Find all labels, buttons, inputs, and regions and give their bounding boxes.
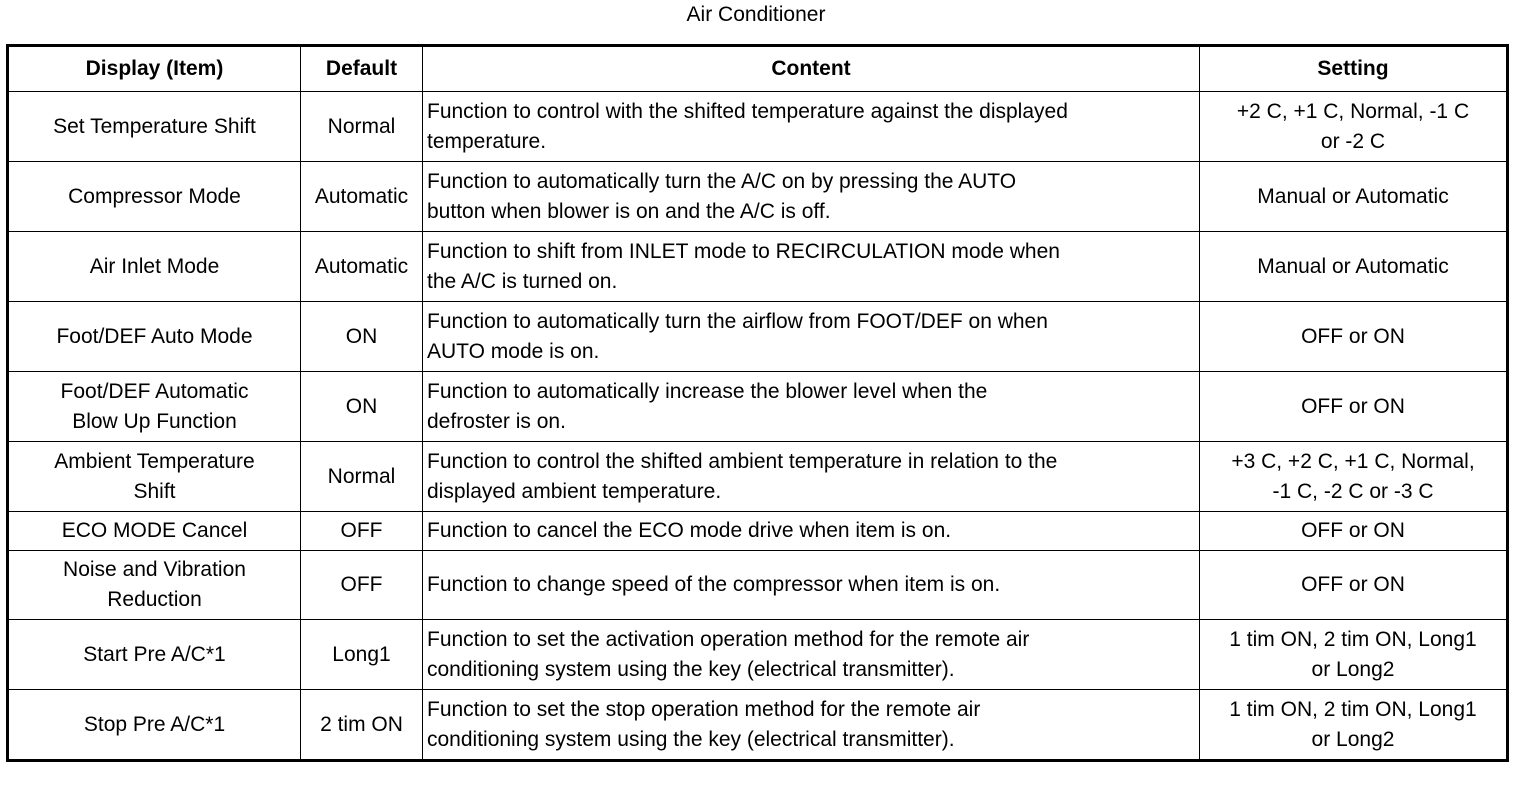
cell-content (423, 620, 1200, 690)
header-display-item: Display (Item) (8, 46, 301, 92)
item-line: Foot/DEF Automatic (60, 379, 249, 403)
cell-setting (1200, 372, 1508, 442)
table-row (8, 372, 1508, 442)
cell-item (8, 442, 301, 512)
cell-item (8, 620, 301, 690)
setting-line: +3 C, +2 C, +1 C, Normal, (1231, 449, 1475, 473)
content-line: Function to automatically turn the airflow from FOOT/DEF on when (427, 309, 1048, 333)
content-line: Function to change speed of the compressor when item is on. (427, 573, 1001, 596)
table-row (8, 512, 1508, 551)
content-line: conditioning system using the key (electrical transmitter). (427, 727, 955, 751)
cell-setting (1200, 442, 1508, 512)
table-row (8, 232, 1508, 302)
item-line: Foot/DEF Auto Mode (56, 324, 253, 348)
settings-table (6, 44, 1509, 762)
cell-setting (1200, 302, 1508, 372)
item-line: Noise and Vibration (63, 558, 246, 581)
cell-item (8, 92, 301, 162)
setting-line: or Long2 (1311, 727, 1395, 751)
setting-line: 1 tim ON, 2 tim ON, Long1 (1229, 627, 1477, 651)
cell-setting (1200, 92, 1508, 162)
header-default: Default (301, 46, 423, 92)
cell-default: Long1 (301, 620, 423, 690)
table-row (8, 302, 1508, 372)
content-line: Function to set the stop operation method for the remote air (427, 697, 981, 721)
cell-default: OFF (301, 551, 423, 620)
item-line: Blow Up Function (72, 409, 237, 433)
cell-default: OFF (301, 512, 423, 551)
cell-item (8, 162, 301, 232)
cell-item (8, 372, 301, 442)
item-line: Air Inlet Mode (89, 254, 220, 278)
item-line: Ambient Temperature (54, 449, 255, 473)
cell-setting (1200, 620, 1508, 690)
cell-item (8, 690, 301, 761)
item-line: Start Pre A/C*1 (83, 642, 226, 666)
setting-line: OFF or ON (1301, 324, 1405, 348)
setting-line: +2 C, +1 C, Normal, -1 C (1236, 99, 1470, 123)
cell-content (423, 690, 1200, 761)
table-row (8, 551, 1508, 620)
cell-setting (1200, 690, 1508, 761)
cell-item (8, 551, 301, 620)
table-row (8, 620, 1508, 690)
cell-default: Automatic (301, 162, 423, 232)
setting-line: 1 tim ON, 2 tim ON, Long1 (1229, 697, 1477, 721)
header-row (8, 46, 1508, 92)
cell-default: Normal (301, 92, 423, 162)
content-line: temperature. (427, 129, 547, 153)
content-line: Function to automatically increase the blower level when the (427, 379, 988, 403)
content-line: Function to set the activation operation method for the remote air (427, 627, 1030, 651)
header-content: Content (423, 46, 1200, 92)
cell-default: ON (301, 302, 423, 372)
cell-setting (1200, 232, 1508, 302)
content-line: Function to control the shifted ambient temperature in relation to the (427, 449, 1058, 473)
item-line: Reduction (107, 588, 202, 611)
content-line: AUTO mode is on. (427, 339, 600, 363)
page-title: Air Conditioner (686, 3, 826, 26)
content-line: the A/C is turned on. (427, 269, 618, 293)
setting-line: or -2 C (1320, 129, 1386, 153)
setting-line: OFF or ON (1301, 573, 1405, 596)
header-setting: Setting (1200, 46, 1508, 92)
cell-content (423, 442, 1200, 512)
setting-line: or Long2 (1311, 657, 1395, 681)
cell-default: Normal (301, 442, 423, 512)
table-row (8, 690, 1508, 761)
cell-content (423, 551, 1200, 620)
content-line: Function to control with the shifted temperature against the displayed (427, 99, 1068, 123)
table-row (8, 442, 1508, 512)
cell-content (423, 92, 1200, 162)
cell-default: 2 tim ON (301, 690, 423, 761)
cell-content (423, 302, 1200, 372)
table-row (8, 162, 1508, 232)
content-line: Function to cancel the ECO mode drive when item is on. (427, 519, 952, 542)
cell-item (8, 302, 301, 372)
content-line: conditioning system using the key (electrical transmitter). (427, 657, 955, 681)
item-line: Stop Pre A/C*1 (83, 712, 226, 736)
item-line: ECO MODE Cancel (61, 519, 248, 542)
item-line: Compressor Mode (68, 184, 241, 208)
item-line: Set Temperature Shift (53, 114, 256, 138)
setting-line: Manual or Automatic (1257, 184, 1449, 208)
setting-line: OFF or ON (1301, 394, 1405, 418)
content-line: Function to shift from INLET mode to RECIRCULATION mode when (427, 239, 1060, 263)
cell-content (423, 512, 1200, 551)
cell-content (423, 372, 1200, 442)
setting-line: Manual or Automatic (1257, 254, 1449, 278)
cell-default: Automatic (301, 232, 423, 302)
item-line: Shift (133, 479, 176, 503)
content-line: Function to automatically turn the A/C on by pressing the AUTO (427, 169, 1017, 193)
cell-setting (1200, 551, 1508, 620)
cell-content (423, 162, 1200, 232)
content-line: button when blower is on and the A/C is off. (427, 199, 831, 223)
setting-line: OFF or ON (1301, 519, 1405, 542)
table-row (8, 92, 1508, 162)
setting-line: -1 C, -2 C or -3 C (1272, 479, 1434, 503)
cell-item (8, 512, 301, 551)
cell-default: ON (301, 372, 423, 442)
cell-content (423, 232, 1200, 302)
cell-setting (1200, 512, 1508, 551)
content-line: defroster is on. (427, 409, 566, 433)
content-line: displayed ambient temperature. (427, 479, 722, 503)
cell-setting (1200, 162, 1508, 232)
cell-item (8, 232, 301, 302)
